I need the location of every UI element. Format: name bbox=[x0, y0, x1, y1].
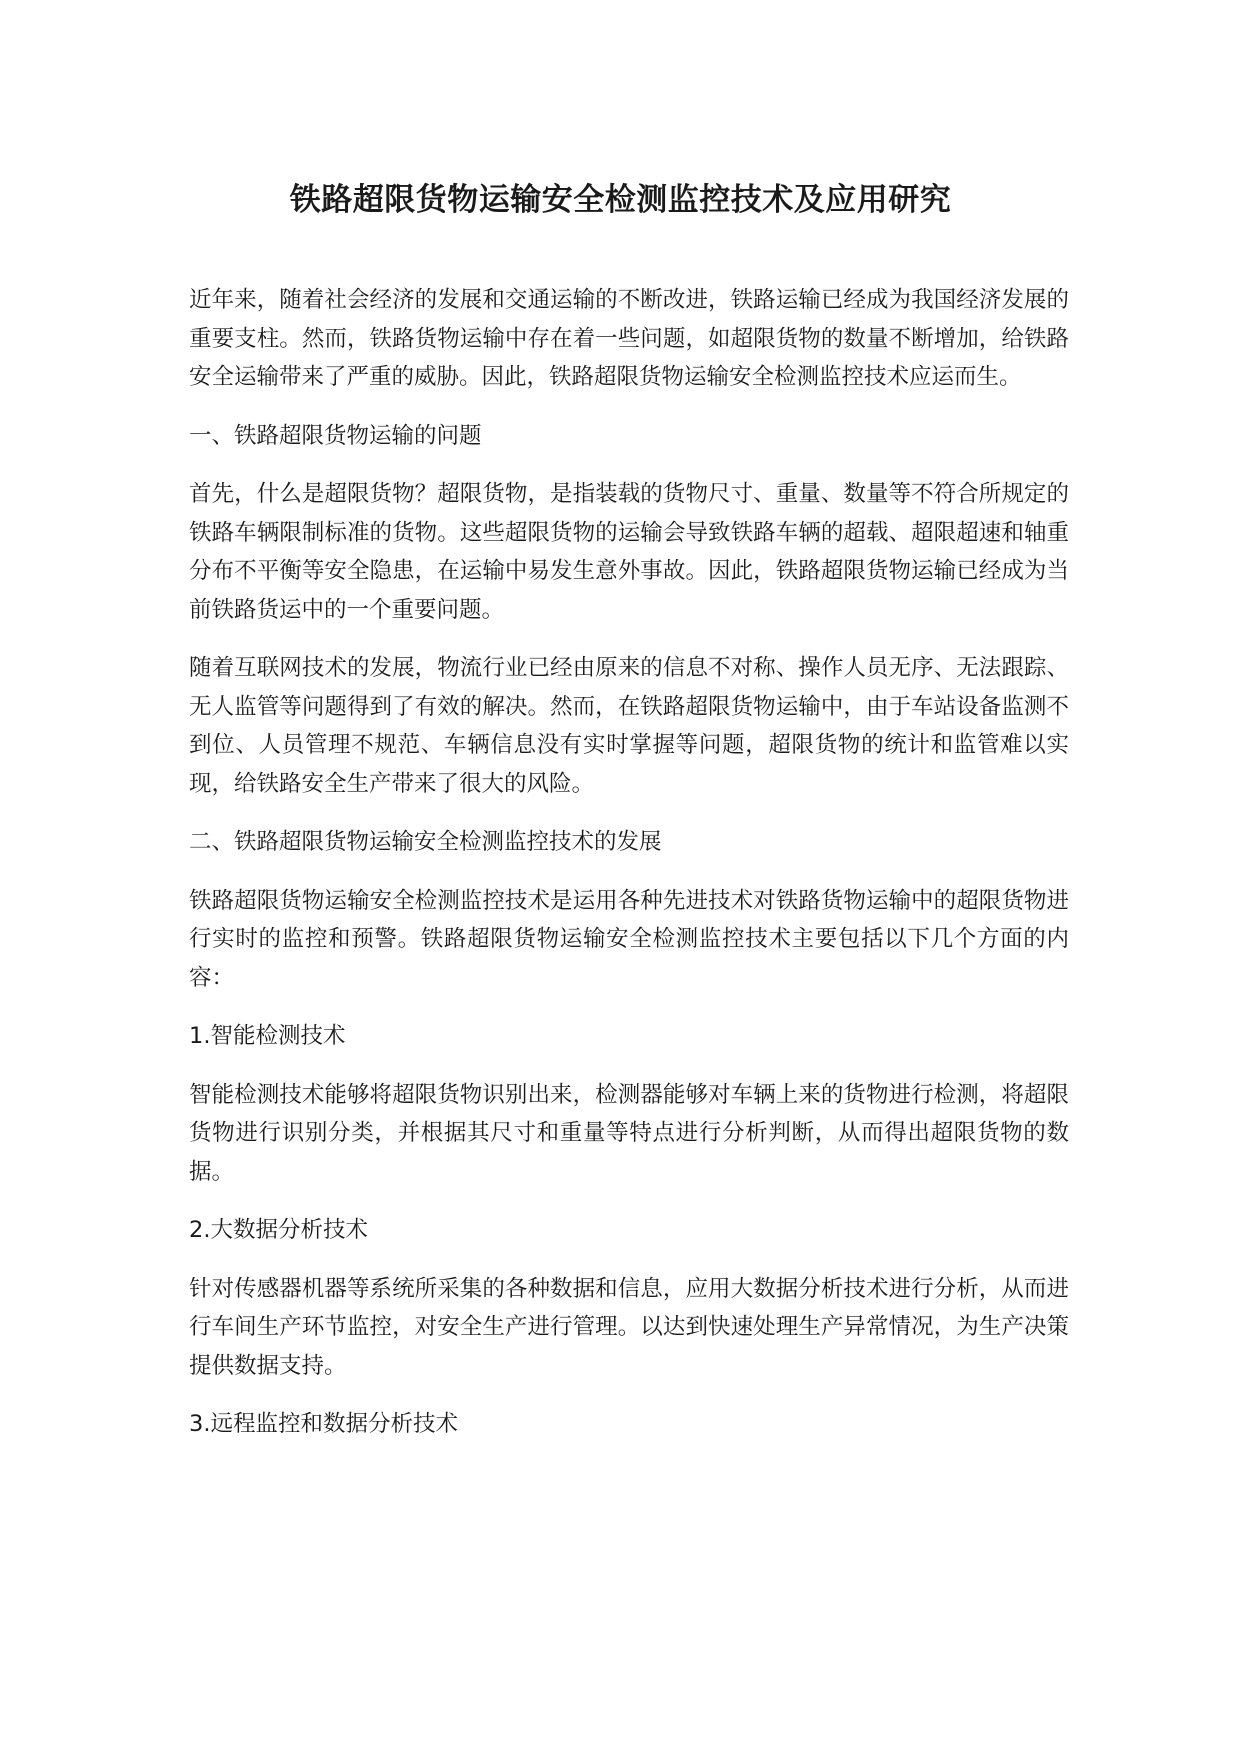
subheading-big-data: 2.大数据分析技术 bbox=[189, 1217, 368, 1243]
paragraph-big-data: 针对传感器机器等系统所采集的各种数据和信息，应用大数据分析技术进行分析，从而进行车间生产环节监控，对安全生产进行管理。以达到快速处理生产异常情况，为生产决策提供数据支持。 bbox=[189, 1275, 1069, 1379]
subheading-smart-detection: 1.智能检测技术 bbox=[189, 1023, 346, 1049]
subheading-remote-monitoring: 3.远程监控和数据分析技术 bbox=[189, 1411, 458, 1437]
document-title: 铁路超限货物运输安全检测监控技术及应用研究 bbox=[289, 182, 952, 218]
section-heading-2: 二、铁路超限货物运输安全检测监控技术的发展 bbox=[189, 829, 662, 855]
section-heading-1: 一、铁路超限货物运输的问题 bbox=[189, 422, 482, 449]
document-body bbox=[189, 281, 1069, 1464]
paragraph-tech-overview: 铁路超限货物运输安全检测监控技术是运用各种先进技术对铁路货物运输中的超限货物进行实时的监控和预警。铁路超限货物运输安全检测监控技术主要包括以下几个方面的内容： bbox=[189, 887, 1069, 991]
paragraph-definition: 首先，什么是超限货物？超限货物，是指装载的货物尺寸、重量、数量等不符合所规定的铁路车辆限制标准的货物。这些超限货物的运输会导致铁路车辆的超载、超限超速和轴重分布不平衡等安全隐患，在运输中易发生意外事故。因此，铁路超限货物运输已经成为当前铁路货运中的一个重要问题。 bbox=[189, 481, 1069, 623]
paragraph-intro: 近年来，随着社会经济的发展和交通运输的不断改进，铁路运输已经成为我国经济发展的重要支柱。然而，铁路货物运输中存在着一些问题，如超限货物的数量不断增加，给铁路安全运输带来了严重的威胁。因此，铁路超限货物运输安全检测监控技术应运而生。 bbox=[189, 287, 1069, 390]
paragraph-smart-detection: 智能检测技术能够将超限货物识别出来，检测器能够对车辆上来的货物进行检测，将超限货物进行识别分类，并根据其尺寸和重量等特点进行分析判断，从而得出超限货物的数据。 bbox=[189, 1081, 1069, 1185]
paragraph-internet: 随着互联网技术的发展，物流行业已经由原来的信息不对称、操作人员无序、无法跟踪、无人监管等问题得到了有效的解决。然而，在铁路超限货物运输中，由于车站设备监测不到位、人员管理不规范、车辆信息没有实时掌握等问题，超限货物的统计和监管难以实现，给铁路安全生产带来了很大的风险。 bbox=[189, 655, 1069, 797]
